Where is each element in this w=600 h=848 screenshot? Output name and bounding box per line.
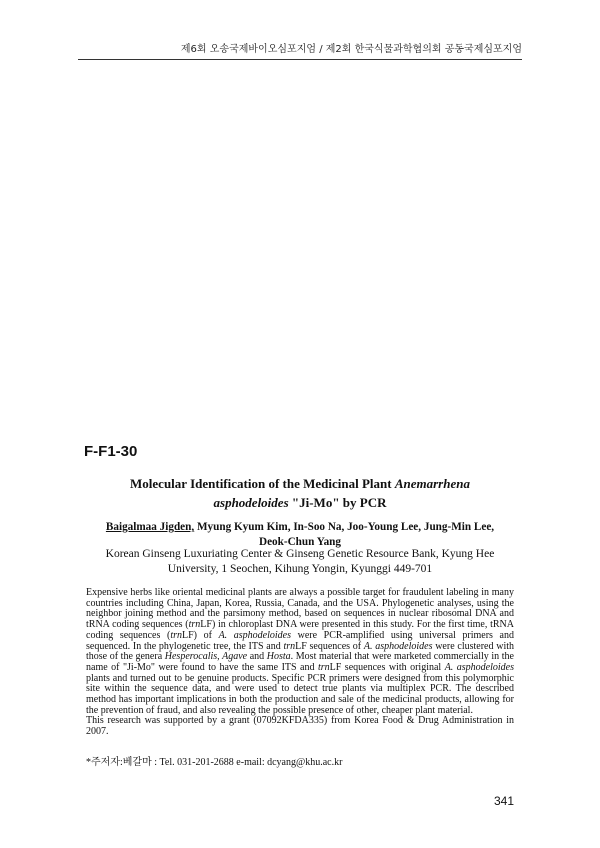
first-author: Baigalmaa Jigden, [105, 521, 195, 533]
abstract-text: were clustered with those of the genera [86, 640, 515, 663]
abstract-text: plants and turned out to be genuine products. Specific PCR primers were designed from this polymorphic site within the sequence data, and were used to detect true plants via multiplex PCR. The described method has important implications in both the production and sale of the medicinal products, allowing for the prevention of fraud, and also revealing the possible presence of other, cheaper plant material. [86, 672, 514, 716]
affiliation-line1: Korean Ginseng Luxuriating Center & Ginseng Genetic Resource Bank, Kyung Hee [105, 548, 495, 560]
abstract [86, 588, 514, 738]
author-list [84, 520, 516, 550]
abstract-body [86, 588, 514, 716]
gene-name: trn [283, 640, 296, 652]
gene-name: trn [317, 661, 330, 673]
title-line1-roman: Molecular Identification of the Medicinal Plant [130, 476, 395, 491]
abstract-text: Expensive herbs like oriental medicinal plants are always a possible target for fraudulent labeling in many countries including China, Japan, Korea, Russia, Canada, and the USA. Phylogenetic analyses, using the neighbor joining method and the parsimony method, based on sequences in nuclear ribosomal DNA and tRNA coding sequences ( [86, 587, 514, 631]
page-number: 341 [493, 794, 514, 808]
species-name: A. asphodeloides [363, 640, 433, 652]
title-line1-italic: Anemarrhena [394, 476, 470, 491]
species-name: A. asphodeloides [444, 661, 514, 673]
abstract-text: LF sequences with original [329, 661, 445, 673]
genus-name: Hesperocalis, Agave [164, 651, 248, 663]
paper-code: F-F1-30 [84, 443, 138, 460]
gene-name: trn [170, 629, 182, 641]
header-rule [78, 59, 522, 60]
affiliation-line2: University, 1 Seochen, Kihung Yongin, Kyunggi 449-701 [167, 563, 433, 575]
abstract-text: . Most material that were marketed commercially in the name of "Ji-Mo" were found to have the same ITS and [86, 651, 514, 673]
abstract-text: LF) in chloroplast DNA were presented in this study. For the first time, tRNA coding sequences ( [86, 619, 514, 641]
abstract-text: were PCR-amplified using universal primers and sequenced. In the phylogenetic tree, the ITS and [86, 629, 514, 652]
other-authors-line2: Deok-Chun Yang [259, 536, 341, 548]
title-line2-roman: "Ji-Mo" by PCR [288, 495, 387, 510]
running-header: 제6회 오송국제바이오심포지엄 / 제2회 한국식물과학협의회 공동국제심포지엄 [180, 44, 522, 55]
abstract-text: LF) of [182, 629, 219, 641]
paper-title [84, 474, 516, 512]
genus-name: Hosta [266, 651, 291, 663]
funding-note: This research was supported by a grant (07092KFDA335) from Korea Food & Drug Administration in 2007. [86, 715, 514, 738]
affiliation [84, 547, 516, 577]
corresponding-author-contact: *주저자:베갈마 : Tel. 031-201-2688 e-mail: dcyang@khu.ac.kr [86, 757, 343, 768]
other-authors-line1: Myung Kyum Kim, In-Soo Na, Joo-Young Lee, Jung-Min Lee, [194, 521, 495, 533]
species-name: A. asphodeloides [218, 629, 292, 641]
title-line2-italic: asphodeloides [213, 495, 289, 510]
gene-name: trn [188, 619, 201, 631]
abstract-text: and [247, 651, 267, 663]
abstract-text: LF sequences of [295, 640, 364, 652]
